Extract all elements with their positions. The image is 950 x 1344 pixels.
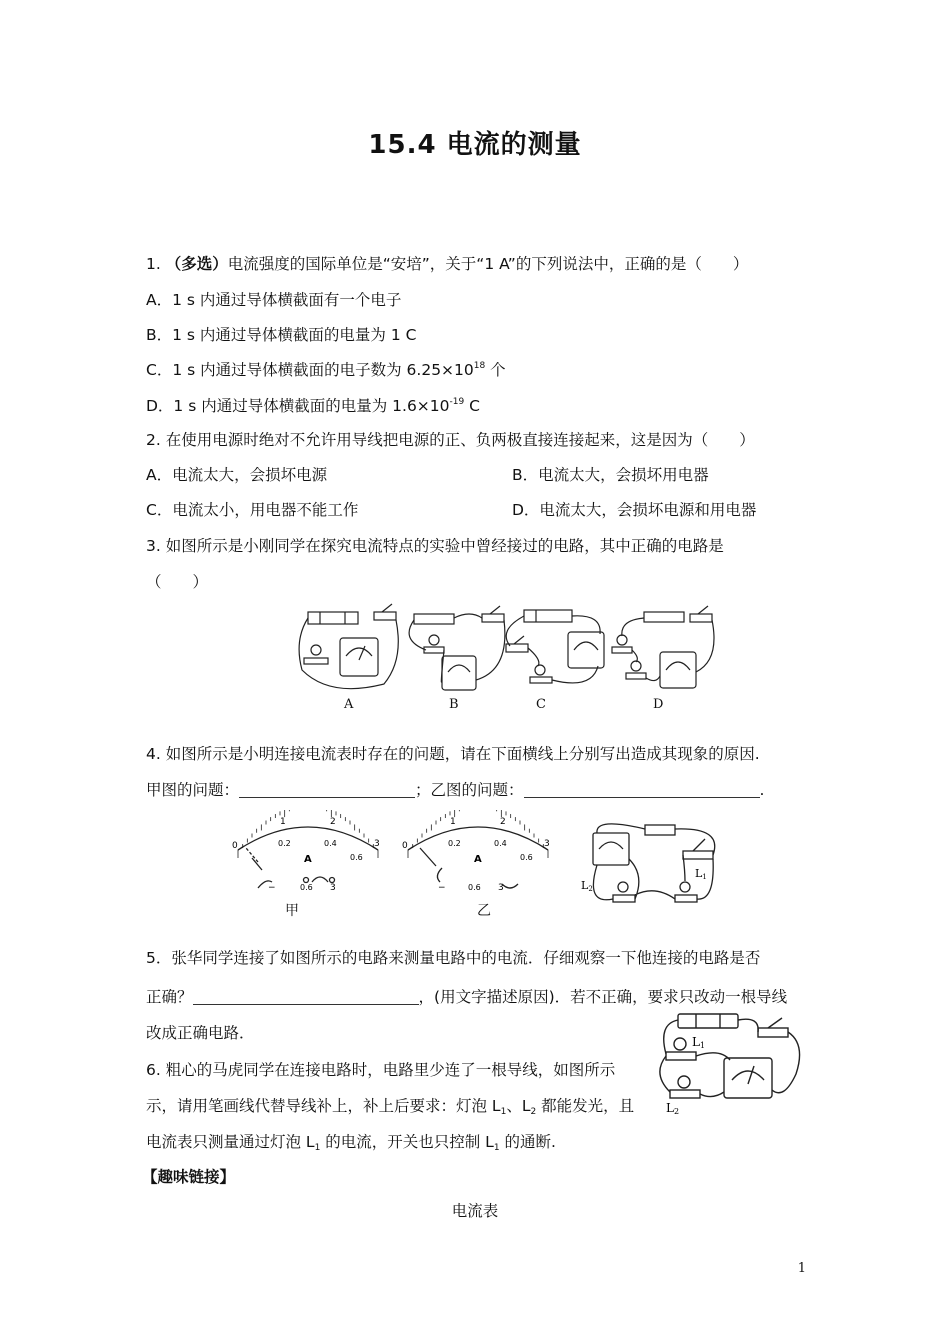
subtitle: 电流表 bbox=[451, 1202, 499, 1220]
circuit-d bbox=[612, 606, 714, 688]
q5-blank[interactable] bbox=[193, 990, 419, 1005]
circuit-b bbox=[409, 606, 505, 690]
terminal-3: 3 bbox=[498, 883, 504, 893]
q3-stem-line2: （ ） bbox=[146, 573, 209, 591]
q4-jia-blank[interactable] bbox=[239, 783, 415, 798]
terminal-3: 3 bbox=[330, 883, 336, 893]
meter-tick-1: 1 bbox=[280, 817, 286, 827]
q2-option-b: B．电流太大，会损坏用电器 bbox=[512, 466, 709, 484]
q3-label-c: C bbox=[536, 697, 546, 712]
q4-circuit-l1: L1 bbox=[695, 867, 707, 881]
q4-meter-yi bbox=[398, 810, 558, 900]
meter-tick-2: 2 bbox=[500, 817, 506, 827]
q3-label-a: A bbox=[344, 697, 354, 712]
meter-tick-2: 2 bbox=[330, 817, 336, 827]
q4-answer-line: 甲图的问题： ；乙图的问题： . bbox=[146, 781, 765, 799]
q6-line2: 示，请用笔画线代替导线补上，补上后要求：灯泡 $L_1$、$L_2$ 都能发光，且 bbox=[146, 1097, 635, 1117]
circuit-a bbox=[299, 604, 398, 689]
q2-option-d: D．电流太大，会损坏电源和用电器 bbox=[512, 501, 757, 519]
q5-line1: 5．张华同学连接了如图所示的电路来测量电路中的电流．仔细观察一下他连接的电路是否 bbox=[146, 949, 761, 967]
q3-label-b: B bbox=[449, 697, 459, 712]
meter-tick-0: 0 bbox=[232, 841, 238, 851]
q4-yi-blank[interactable] bbox=[524, 783, 760, 798]
q4-fig-jia: 甲 bbox=[285, 903, 299, 919]
meter-tick-0: 0 bbox=[402, 841, 408, 851]
q6-fig-l2: L2 bbox=[666, 1101, 680, 1114]
q6-line1: 6. 粗心的马虎同学在连接电路时，电路里少连了一根导线，如图所示 bbox=[146, 1061, 616, 1079]
q6-line3: 电流表只测量通过灯泡 $L_1$ 的电流，开关也只控制 $L_1$ 的通断. bbox=[146, 1133, 556, 1153]
q3-stem-line1: 3. 如图所示是小刚同学在探究电流特点的实验中曾经接过的电路，其中正确的电路是 bbox=[146, 537, 724, 555]
meter-unit: A bbox=[304, 854, 312, 865]
q2-option-a: A．电流太大，会损坏电源 bbox=[146, 466, 328, 484]
terminal-06: 0.6 bbox=[468, 883, 481, 892]
page-number: 1 bbox=[797, 1261, 806, 1276]
section-heading: 【趣味链接】 bbox=[142, 1168, 236, 1186]
q1-option-c: C．1 s 内通过导体横截面的电子数为 $6.25\times 10^{18}$ 个 bbox=[146, 361, 506, 379]
q1-tag: （多选） bbox=[165, 255, 228, 273]
q1-option-d: D．1 s 内通过导体横截面的电量为 $1.6\times 10^{-19}$ C bbox=[146, 397, 480, 415]
q1-option-a: A．1 s 内通过导体横截面有一个电子 bbox=[146, 291, 402, 309]
q4-circuit-l2: L2 bbox=[581, 879, 593, 893]
q4-stem: 4. 如图所示是小明连接电流表时存在的问题，请在下面横线上分别写出造成其现象的原因. bbox=[146, 745, 760, 763]
meter-tick-0.6: 0.6 bbox=[350, 853, 363, 862]
page-title: 15.4 电流的测量 bbox=[368, 130, 582, 160]
meter-tick-0.4: 0.4 bbox=[324, 839, 337, 848]
q4-fig-yi: 乙 bbox=[477, 903, 491, 919]
q6-fig-l1: L1 bbox=[692, 1035, 706, 1050]
q3-circuits-figure bbox=[290, 600, 720, 712]
meter-tick-3: 3 bbox=[544, 839, 550, 849]
q2-option-c: C．电流太小，用电器不能工作 bbox=[146, 501, 359, 519]
meter-tick-0.6: 0.6 bbox=[520, 853, 533, 862]
terminal-neg: − bbox=[268, 883, 276, 893]
q4-meter-jia bbox=[228, 810, 388, 900]
q3-label-d: D bbox=[653, 697, 664, 712]
meter-tick-0.4: 0.4 bbox=[494, 839, 507, 848]
circuit-c bbox=[506, 610, 604, 683]
q1-stem: 1. （多选）电流强度的国际单位是“安培”，关于“1 A”的下列说法中，正确的是（ ） bbox=[146, 255, 749, 273]
meter-unit: A bbox=[474, 854, 482, 865]
meter-tick-0.2: 0.2 bbox=[278, 839, 291, 848]
q1-option-b: B．1 s 内通过导体横截面的电量为 1 C bbox=[146, 326, 417, 344]
meter-tick-1: 1 bbox=[450, 817, 456, 827]
terminal-neg: − bbox=[438, 883, 446, 893]
q5-line2: 正确？ ，(用文字描述原因)．若不正确，要求只改动一根导线 bbox=[146, 988, 788, 1006]
q2-stem: 2. 在使用电源时绝对不允许用导线把电源的正、负两极直接连接起来，这是因为（ ） bbox=[146, 431, 755, 449]
q6-circuit-figure bbox=[650, 1004, 810, 1114]
terminal-06: 0.6 bbox=[300, 883, 313, 892]
meter-tick-3: 3 bbox=[374, 839, 380, 849]
q5-circuit-figure bbox=[575, 815, 735, 915]
q5-line3: 改成正确电路． bbox=[146, 1024, 255, 1042]
meter-tick-0.2: 0.2 bbox=[448, 839, 461, 848]
